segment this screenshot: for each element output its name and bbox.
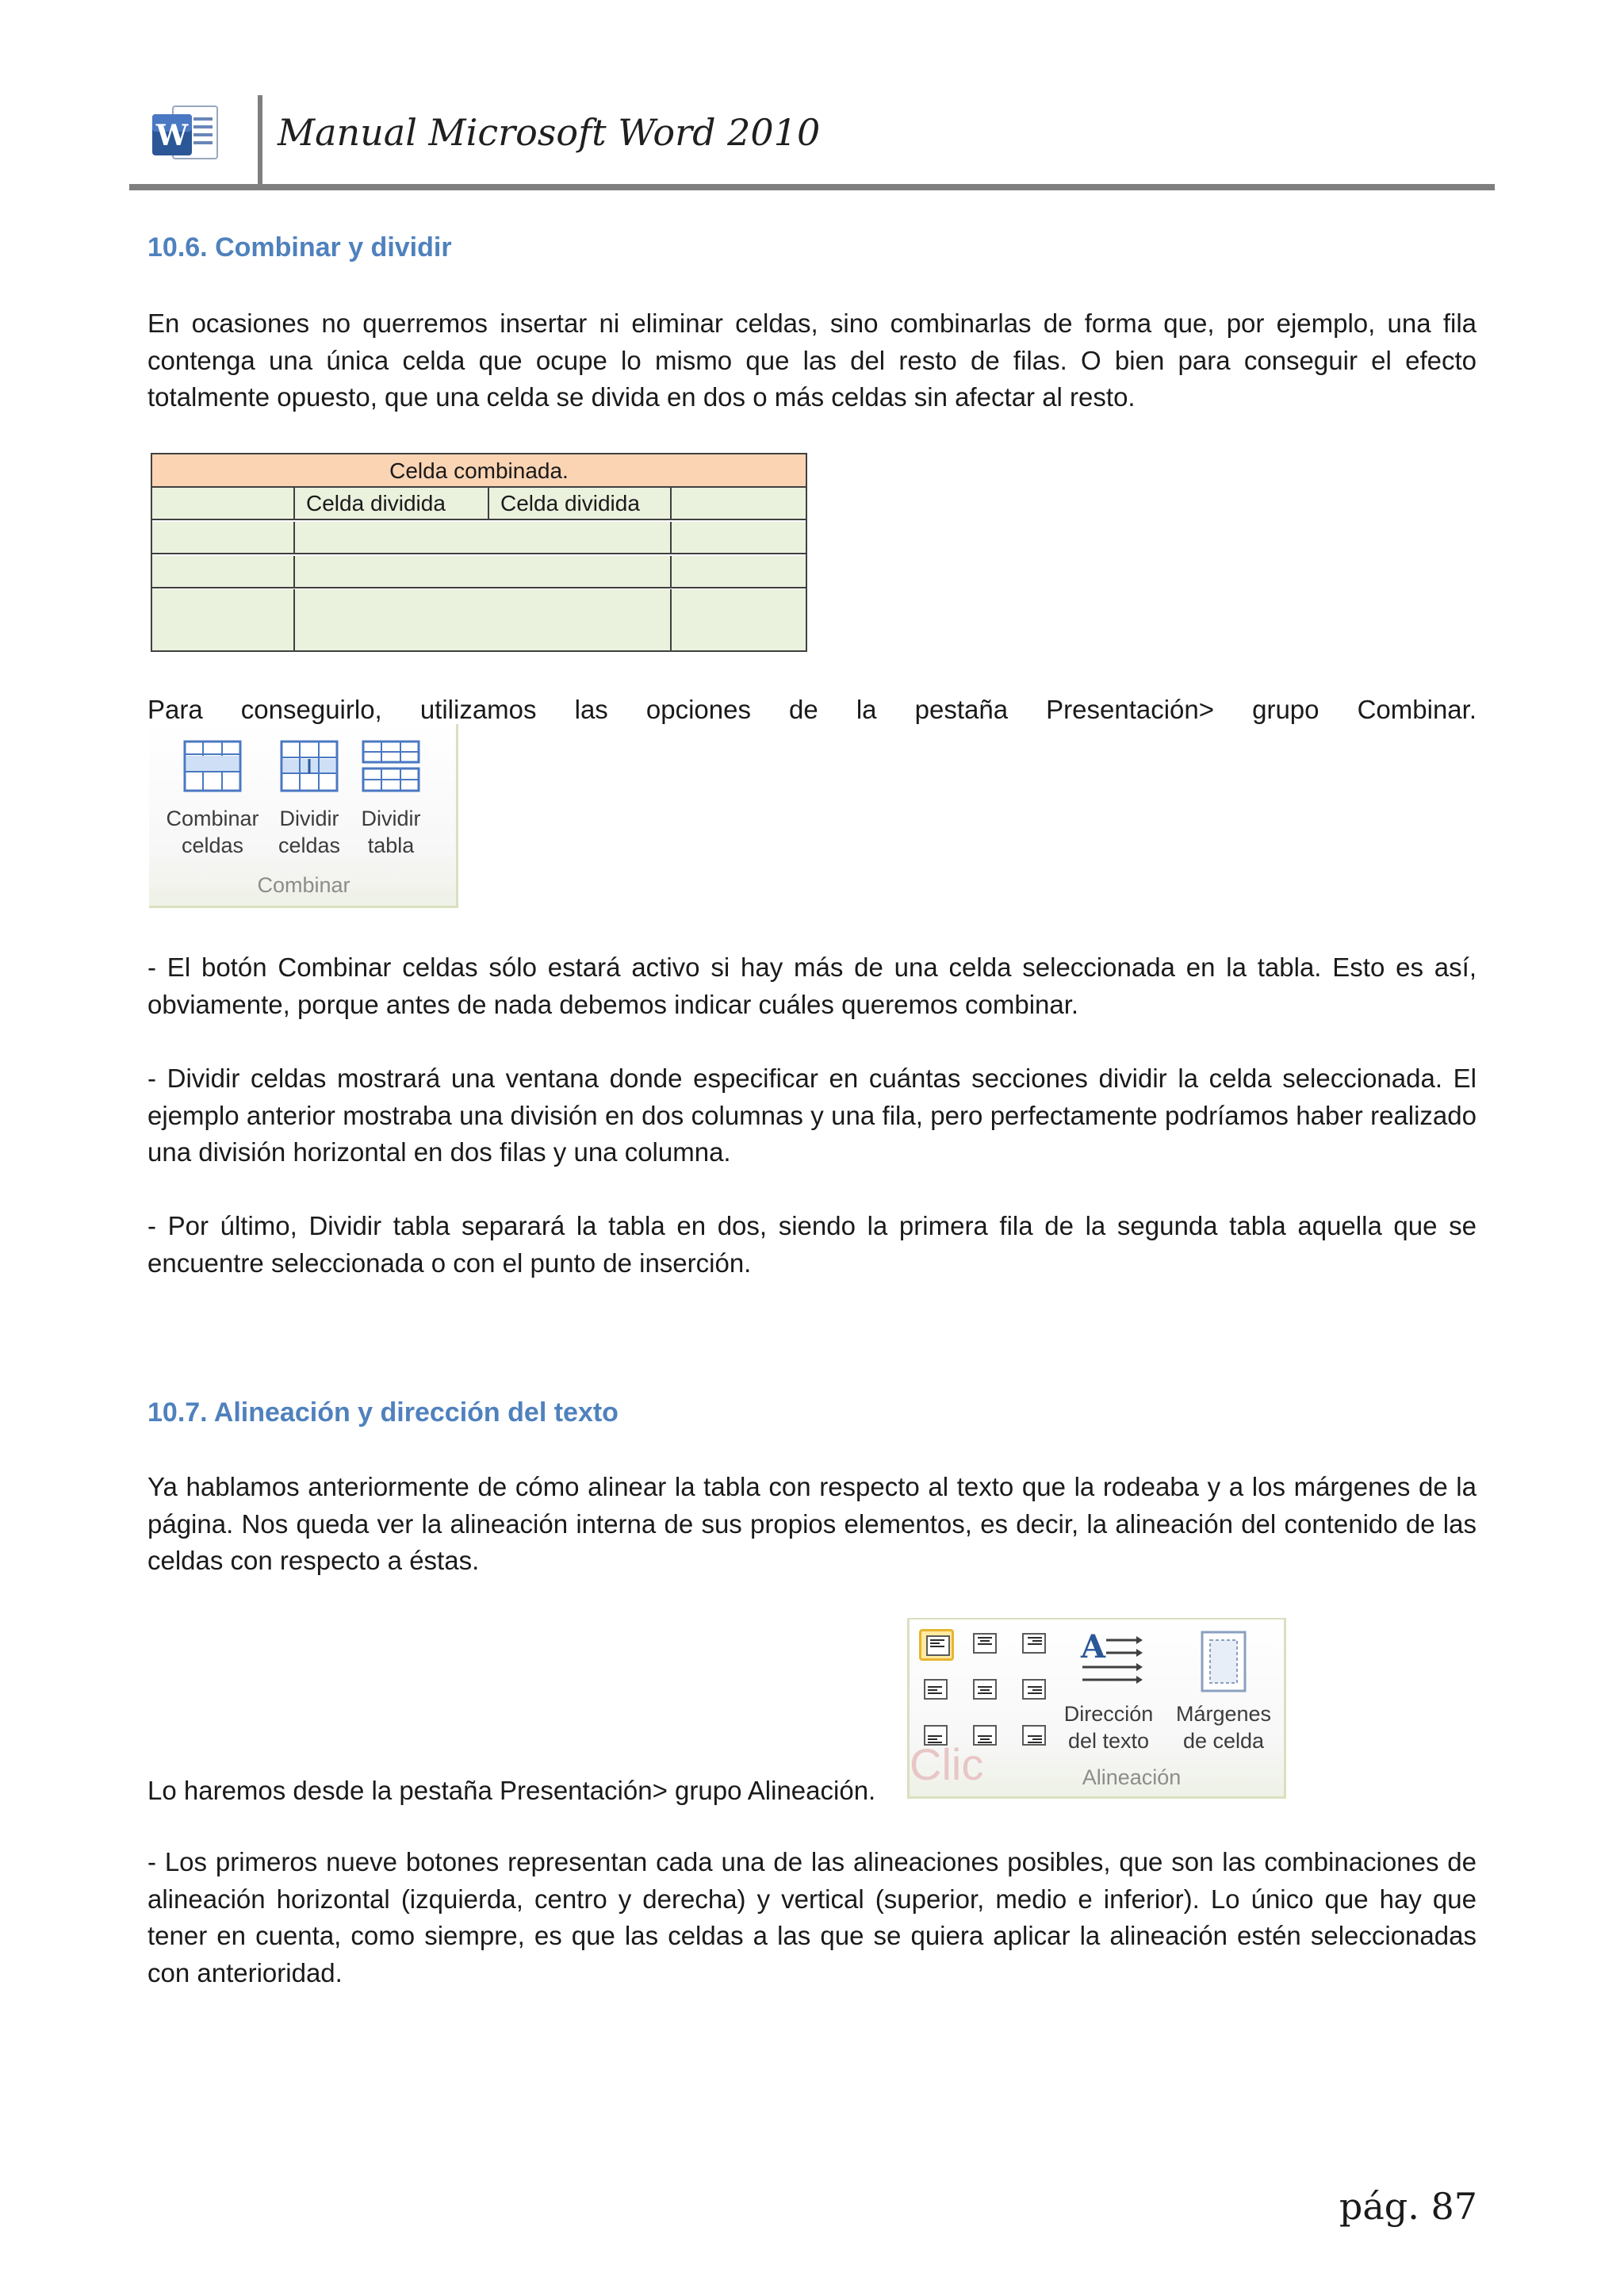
table-cell (295, 620, 672, 650)
clic-watermark: Clic (910, 1739, 984, 1789)
paragraph-bullet-dividir-tabla: - Por último, Dividir tabla separará la tabla en dos, siendo la primera fila de la segunda tabla aquella que se encuentre seleccionada o con el punto de inserción. (147, 1211, 1477, 1278)
align-top-center-icon (973, 1633, 997, 1654)
paragraph-bullet-dividir-celdas: - Dividir celdas mostrará una ventana donde especificar en cuántas secciones dividir la celda seleccionada. El ejemplo anterior mostraba una división en dos columnas y una fila, pero perfectamente podríamos haber realizado una división horizontal en dos filas y una columna. (147, 1064, 1477, 1167)
table-cell (672, 589, 806, 620)
word-logo-icon (149, 102, 225, 168)
align-top-left-button[interactable] (919, 1629, 954, 1661)
paragraph-intro-10-6: En ocasiones no querremos insertar ni eliminar celdas, sino combinarlas de forma que, por ejemplo, una fila contenga una única celda que ocupe lo mismo que las del resto de filas. O bien para conseguir el efecto totalmente opuesto, que una celda se divida en dos o más celdas sin afectar al resto. (147, 309, 1477, 412)
table-row (152, 522, 806, 554)
table-row (152, 488, 806, 520)
svg-text:W: W (155, 119, 189, 152)
table-cell (152, 620, 295, 650)
dividir-celdas-label-1: Dividir (279, 807, 339, 830)
margenes-label-2: de celda (1182, 1729, 1265, 1753)
svg-text:A: A (1081, 1628, 1106, 1665)
table-cell (295, 556, 672, 587)
paragraph-bullet-combinar: - El botón Combinar celdas sólo estará activo si hay más de una celda seleccionada en la tabla. Esto es así, obviamente, porque antes de nada debemos indicar cuáles queremos combinar. (147, 953, 1477, 1019)
direccion-label-1: Dirección (1063, 1702, 1154, 1726)
table-cell (672, 620, 806, 650)
paragraph-intro-10-7: Ya hablamos anteriormente de cómo alinear la tabla con respecto al texto que la rodeaba y a los márgenes de la página. Nos queda ver la alineación interna de sus propios elementos, es decir, la alineación del contenido de las celdas con respecto a éstas. (147, 1472, 1477, 1575)
align-top-right-button[interactable] (1017, 1629, 1052, 1661)
text-direction-icon (1073, 1626, 1144, 1697)
table-cell (295, 589, 672, 620)
direccion-label-2: del texto (1067, 1729, 1150, 1753)
ribbon-alineacion-group (907, 1618, 1286, 1799)
table-cell (152, 556, 295, 587)
align-top-right-icon (1022, 1633, 1046, 1654)
alineacion-group-label: Alineación (1082, 1765, 1182, 1789)
table-cell (672, 522, 806, 553)
margenes-celda-button[interactable] (1168, 1626, 1279, 1754)
cell-margins-icon (1188, 1626, 1259, 1697)
dividir-celdas-label-2: celdas (278, 834, 341, 857)
section-heading-10-6: 10.6. Combinar y dividir (147, 232, 452, 263)
combinar-group-label: Combinar (257, 873, 350, 897)
align-top-center-button[interactable] (968, 1629, 1003, 1661)
header-divider (258, 95, 262, 184)
table-row (152, 620, 806, 650)
section-heading-10-7: 10.7. Alineación y dirección del texto (147, 1397, 619, 1428)
dividir-tabla-button[interactable] (351, 738, 431, 859)
table-cell (295, 522, 672, 553)
dividir-tabla-label-1: Dividir (361, 807, 421, 830)
dividir-tabla-label-2: tabla (367, 834, 415, 857)
table-row (152, 589, 806, 622)
align-bottom-right-icon (1022, 1725, 1046, 1746)
ribbon-combinar-group (149, 724, 458, 908)
table-cell (672, 556, 806, 587)
example-table (151, 453, 807, 652)
align-middle-left-button[interactable] (919, 1675, 954, 1707)
combinar-label-1: Combinar (166, 807, 259, 830)
paragraph-bullet-alineaciones: - Los primeros nueve botones representan cada una de las alineaciones posibles, que son las combinaciones de alineación horizontal (izquierda, centro y derecha) y vertical (superior, medio e inferior). Lo único que hay que tener en cuenta, como siempre, es que las celdas a las que se quiera aplicar la alineación estén seleccionadas con anterioridad. (147, 1847, 1477, 1987)
page-number: pág. 87 (1339, 2185, 1477, 2228)
table-cell (152, 589, 295, 620)
margenes-label-1: Márgenes (1175, 1702, 1272, 1726)
paragraph-grupo-alineacion: Lo haremos desde la pestaña Presentación> grupo Alineación. (147, 1776, 876, 1805)
paragraph-options: Para conseguirlo, utilizamos las opciones de la pestaña Presentación> grupo Combinar. (147, 695, 1477, 724)
split-table-icon (360, 738, 422, 794)
combinar-celdas-button[interactable] (157, 738, 268, 859)
header-title: Manual Microsoft Word 2010 (278, 111, 821, 154)
align-middle-center-button[interactable] (968, 1675, 1003, 1707)
table-cell (152, 488, 295, 519)
table-row (152, 556, 806, 588)
align-bottom-right-button[interactable] (1017, 1721, 1052, 1753)
header-rule (129, 184, 1495, 190)
align-middle-left-icon (924, 1679, 948, 1700)
combinar-label-2: celdas (181, 834, 244, 857)
align-middle-center-icon (973, 1679, 997, 1700)
split-cell-1: Celda dividida (295, 488, 489, 519)
table-cell (152, 522, 295, 553)
direccion-texto-button[interactable] (1057, 1626, 1160, 1754)
table-cell (672, 488, 806, 519)
merged-cell: Celda combinada. (152, 454, 806, 488)
split-cells-icon (278, 738, 340, 794)
align-middle-right-button[interactable] (1017, 1675, 1052, 1707)
align-middle-right-icon (1022, 1679, 1046, 1700)
merge-cells-icon (182, 738, 243, 794)
dividir-celdas-button[interactable] (270, 738, 349, 859)
align-top-left-icon (926, 1635, 950, 1656)
split-cell-2: Celda dividida (489, 488, 672, 519)
